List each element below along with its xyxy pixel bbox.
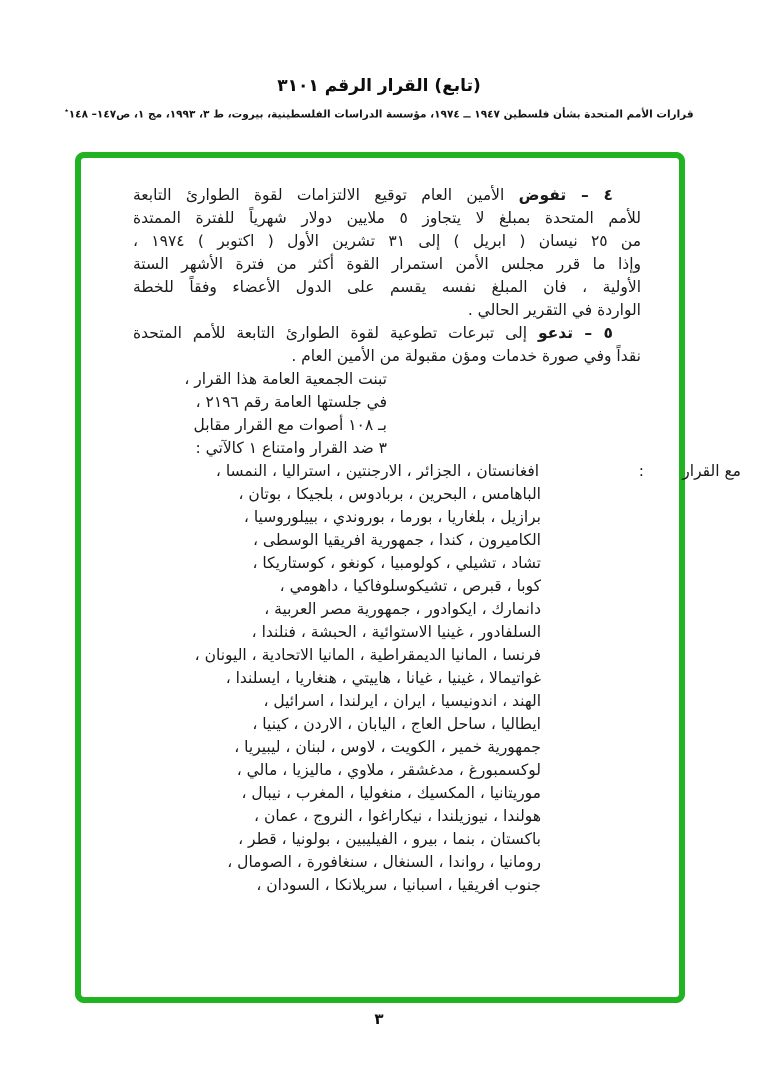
clause-5	[133, 322, 641, 368]
clause-4	[133, 184, 641, 322]
text-line: ٣ ضد القرار وامتناع ١ كالآتي :	[195, 439, 387, 457]
text-line: نقداً وفي صورة خدمات ومؤن مقبولة من الأمين العام .	[291, 347, 641, 365]
clause-5-lead: ٥ – تدعو	[537, 324, 613, 342]
text-line: الواردة في التقرير الحالي .	[467, 301, 641, 319]
country-line: موريتانيا ، المكسيك ، منغوليا ، المغرب ، نيبال ،	[241, 784, 541, 802]
country-line: افغانستان ، الجزائر ، الارجنتين ، استراليا ، النمسا ،	[215, 462, 540, 480]
clause-5-first-rest: إلى تبرعات تطوعية لقوة الطوارئ التابعة للأمم المتحدة	[133, 324, 528, 342]
text-line	[133, 322, 641, 345]
country-line: تشاد ، تشيلي ، كولومبيا ، كونغو ، كوستاريكا ،	[252, 554, 541, 572]
text-line	[133, 184, 641, 207]
country-line: السلفادور ، غينيا الاستوائية ، الحبشة ، فنلندا ،	[251, 623, 541, 641]
text-line: للأمم المتحدة بمبلغ لا يتجاوز ٥ ملايين دولار شهرياً للفترة الممتدة	[133, 209, 641, 227]
source-citation-text: قرارات الأمم المتحدة بشأن فلسطين ١٩٤٧ ــ ١٩٧٤، مؤسسة الدراسات الفلسطينية، بيروت، ط ٣، ١٩٩٣، مج ١، ص١٤٧– ١٤٨	[68, 108, 694, 121]
document-title: (تابع) القرار الرقم ٣١٠١	[277, 76, 481, 96]
vote-with-list	[133, 460, 741, 897]
country-line: ايطاليا ، ساحل العاج ، اليابان ، الاردن ، كينيا ،	[252, 715, 541, 733]
country-line: الكاميرون ، كندا ، جمهورية افريقيا الوسطى ،	[253, 531, 541, 549]
text-line: تبنت الجمعية العامة هذا القرار ،	[184, 370, 387, 388]
country-line: هولندا ، نيوزيلندا ، نيكاراغوا ، النروج ، عمان ،	[254, 807, 541, 825]
text-line: الأولية ، فان المبلغ نفسه يقسم على الدول الأعضاء وفقاً للخطة	[133, 278, 641, 296]
country-line: جنوب افريقيا ، اسبانيا ، سريلانكا ، السودان ،	[256, 876, 541, 894]
country-line: برازيل ، بلغاريا ، بورما ، بوروندي ، بييلوروسيا ،	[243, 508, 541, 526]
source-citation	[0, 106, 758, 121]
country-line: فرنسا ، المانيا الديمقراطية ، المانيا الاتحادية ، اليونان ،	[194, 646, 541, 664]
resolution-text	[81, 158, 741, 897]
country-line: كوبا ، قبرص ، تشيكوسلوفاكيا ، داهومي ،	[279, 577, 541, 595]
clause-4-lead: ٤ – تفوض	[518, 186, 613, 204]
footnote-mark: ٭	[64, 106, 69, 115]
text-line	[133, 460, 741, 483]
text-line: من ٢٥ نيسان ( ابريل ) إلى ٣١ تشرين الأول ( اكتوبر ) ١٩٧٤ ،	[133, 232, 641, 250]
country-line: باكستان ، بنما ، بيرو ، الفيليبين ، بولونيا ، قطر ،	[238, 830, 541, 848]
resolution-border-box	[75, 152, 741, 1003]
adoption-note	[133, 368, 387, 460]
vote-with-label: مع القرار :	[638, 462, 741, 480]
clause-4-first-rest: الأمين العام توقيع الالتزامات لقوة الطوارئ التابعة	[133, 186, 505, 204]
country-line: رومانيا ، رواندا ، السنغال ، سنغافورة ، الصومال ،	[227, 853, 541, 871]
country-line: دانمارك ، ايكوادور ، جمهورية مصر العربية ،	[264, 600, 541, 618]
text-line: في جلستها العامة رقم ٢١٩٦ ،	[195, 393, 387, 411]
page-number: ٣	[374, 1010, 384, 1028]
country-line: الباهامس ، البحرين ، بربادوس ، بلجيكا ، بوتان ،	[238, 485, 541, 503]
country-line: الهند ، اندونيسيا ، ايران ، ايرلندا ، اسرائيل ،	[263, 692, 541, 710]
text-line: بـ ١٠٨ أصوات مع القرار مقابل	[193, 416, 387, 434]
country-line: لوكسمبورغ ، مدغشقر ، ملاوي ، ماليزيا ، مالي ،	[236, 761, 541, 779]
text-line: وإذا ما قرر مجلس الأمن استمرار القوة أكثر من فترة الأشهر الستة	[133, 255, 641, 273]
country-line: غواتيمالا ، غينيا ، غيانا ، هاييتي ، هنغاريا ، ايسلندا ،	[225, 669, 541, 687]
country-line: جمهورية خمير ، الكويت ، لاوس ، لبنان ، ليبيريا ،	[234, 738, 541, 756]
